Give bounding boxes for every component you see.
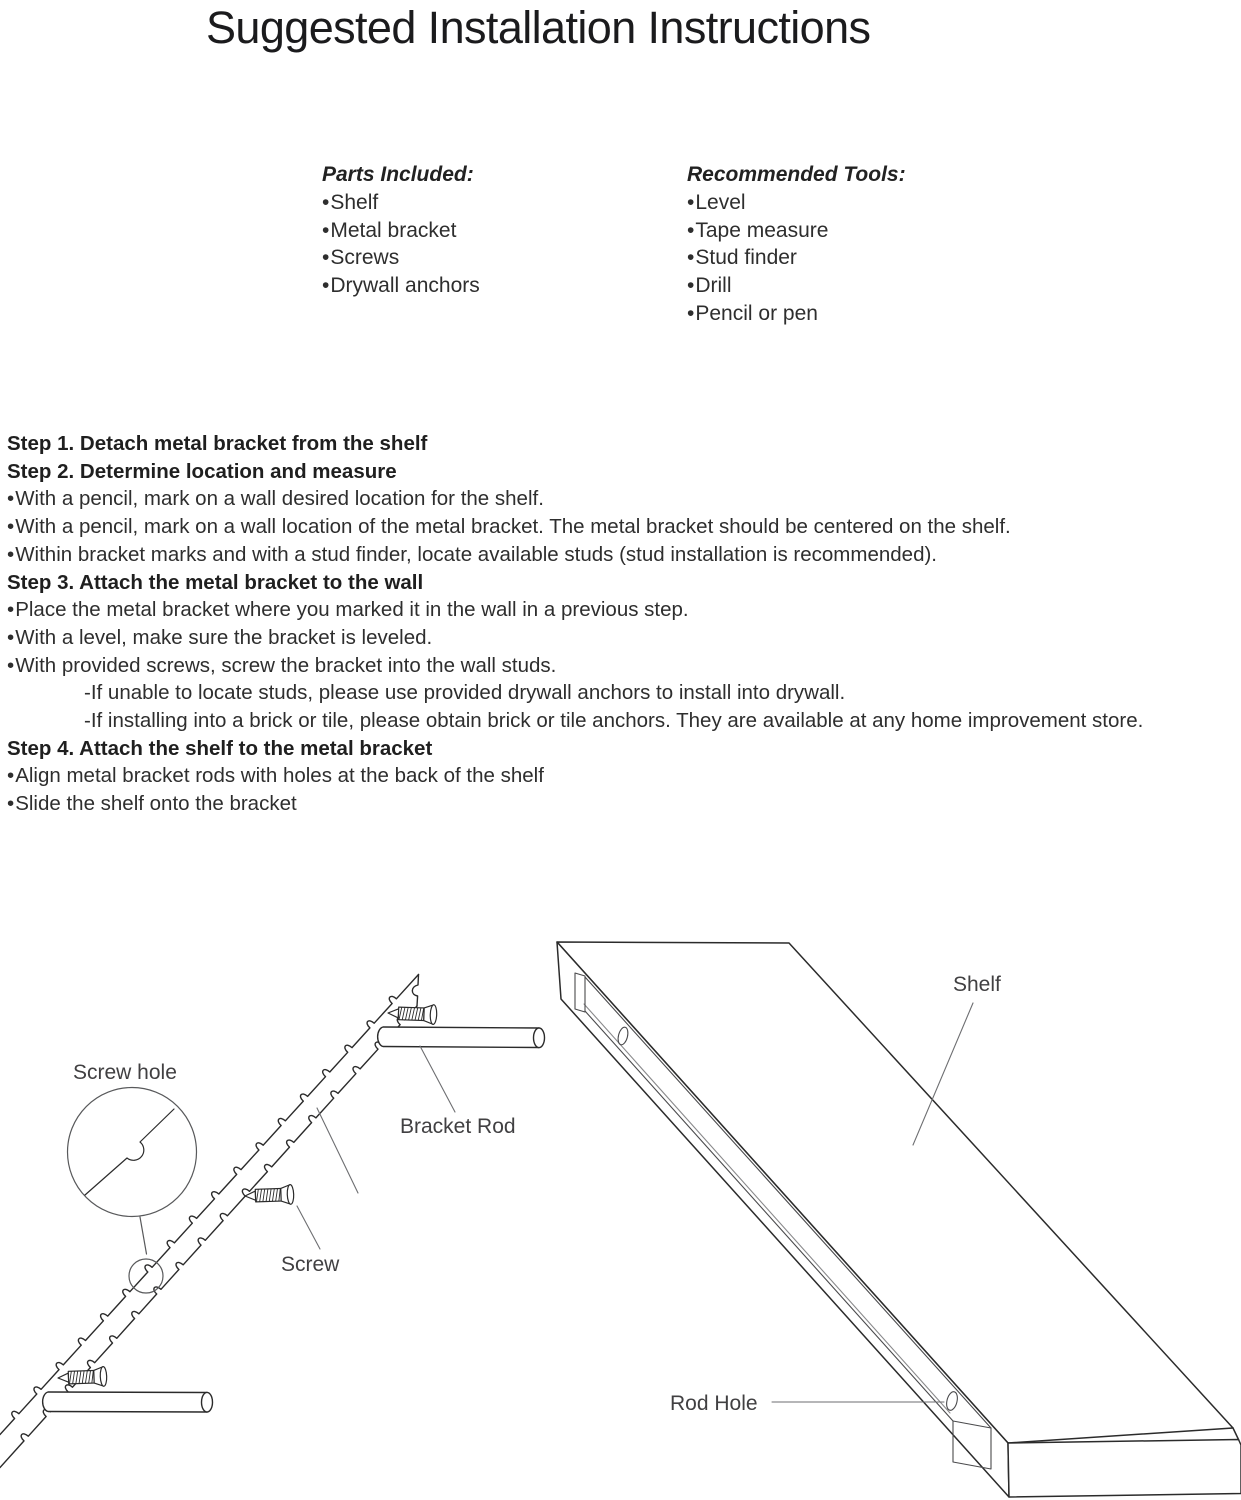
shelf-end-face	[1008, 1440, 1241, 1498]
list-item: •Drill	[687, 274, 732, 298]
instruction-subline: -If installing into a brick or tile, please obtain brick or tile anchors. They are available at any home improvement store.	[84, 709, 1144, 733]
step-heading: Step 3. Attach the metal bracket to the wall	[7, 570, 424, 594]
instruction-line: •Align metal bracket rods with holes at the back of the shelf	[7, 764, 544, 788]
list-item: •Shelf	[322, 190, 379, 214]
bracket-tip-cut	[412, 975, 418, 1007]
instruction-line: •With a level, make sure the bracket is leveled.	[7, 625, 433, 649]
bracket-rod-leader-line	[420, 1046, 455, 1112]
list-item: •Screws	[322, 246, 400, 270]
bullet-icon: •	[7, 487, 15, 511]
screw-leader-line	[297, 1206, 320, 1249]
shelf-corner-edge	[1233, 1428, 1239, 1440]
rod-hole-label: Rod Hole	[670, 1392, 758, 1415]
bullet-icon: •	[687, 246, 695, 270]
magnifier-stem-line	[140, 1217, 147, 1254]
bracket-rod-top	[378, 1027, 545, 1048]
parts-heading: Parts Included:	[322, 163, 474, 186]
bullet-icon: •	[687, 190, 695, 214]
list-item: •Level	[687, 190, 746, 214]
screw-label: Screw	[281, 1253, 340, 1276]
bullet-icon: •	[7, 625, 15, 649]
bullet-icon: •	[322, 274, 330, 298]
bullet-icon: •	[7, 598, 15, 622]
list-item: •Tape measure	[687, 218, 829, 242]
step-heading: Step 2. Determine location and measure	[7, 459, 397, 483]
bullet-icon: •	[322, 190, 330, 214]
bullet-icon: •	[322, 246, 330, 270]
instruction-line: •With a pencil, mark on a wall desired location for the shelf.	[7, 487, 544, 511]
list-item: •Metal bracket	[322, 218, 457, 242]
installation-steps	[7, 430, 1239, 818]
instruction-line: •With a pencil, mark on a wall location of the metal bracket. The metal bracket should be centered on the shelf.	[7, 515, 1011, 539]
instruction-line: •Slide the shelf onto the bracket	[7, 792, 297, 816]
screw-icon-top	[388, 1003, 437, 1024]
tools-heading: Recommended Tools:	[687, 163, 906, 186]
list-item: •Drywall anchors	[322, 274, 480, 298]
bracket-outer-edge	[0, 975, 419, 1435]
instruction-line: •With provided screws, screw the bracket into the wall studs.	[7, 653, 557, 677]
bullet-icon: •	[687, 301, 695, 325]
screw-hole-label: Screw hole	[73, 1061, 177, 1084]
shelf-label: Shelf	[953, 973, 1001, 996]
list-item: •Stud finder	[687, 246, 797, 270]
parts-included-list	[322, 161, 480, 300]
installation-diagram	[0, 930, 1241, 1500]
instruction-line: •Place the metal bracket where you marked it in the wall in a previous step.	[7, 598, 689, 622]
bullet-icon: •	[7, 764, 15, 788]
magnifier-target-circle	[129, 1259, 163, 1293]
bullet-icon: •	[7, 515, 15, 539]
bullet-icon: •	[7, 542, 15, 566]
bullet-icon: •	[7, 792, 15, 816]
instruction-line: •Within bracket marks and with a stud finder, locate available studs (stud installation is recommended).	[7, 542, 937, 566]
bullet-icon: •	[687, 218, 695, 242]
bullet-icon: •	[7, 653, 15, 677]
instruction-subline: -If unable to locate studs, please use provided drywall anchors to install into drywall.	[84, 681, 846, 705]
screw-icon-bottom	[58, 1367, 107, 1388]
bracket-rod-bottom	[43, 1392, 213, 1412]
step-heading: Step 1. Detach metal bracket from the shelf	[7, 432, 428, 455]
magnified-edge-with-hole	[85, 1109, 174, 1195]
bullet-icon: •	[322, 218, 330, 242]
page-title: Suggested Installation Instructions	[206, 2, 871, 53]
bracket-rod-label: Bracket Rod	[400, 1115, 516, 1138]
bracket-leader-line	[317, 1108, 358, 1193]
shelf-drawing	[557, 942, 1241, 1497]
list-item: •Pencil or pen	[687, 301, 818, 325]
magnifier-circle	[68, 1088, 197, 1217]
step-heading: Step 4. Attach the shelf to the metal bracket	[7, 736, 433, 760]
recommended-tools-list	[687, 161, 906, 328]
bullet-icon: •	[687, 274, 695, 298]
